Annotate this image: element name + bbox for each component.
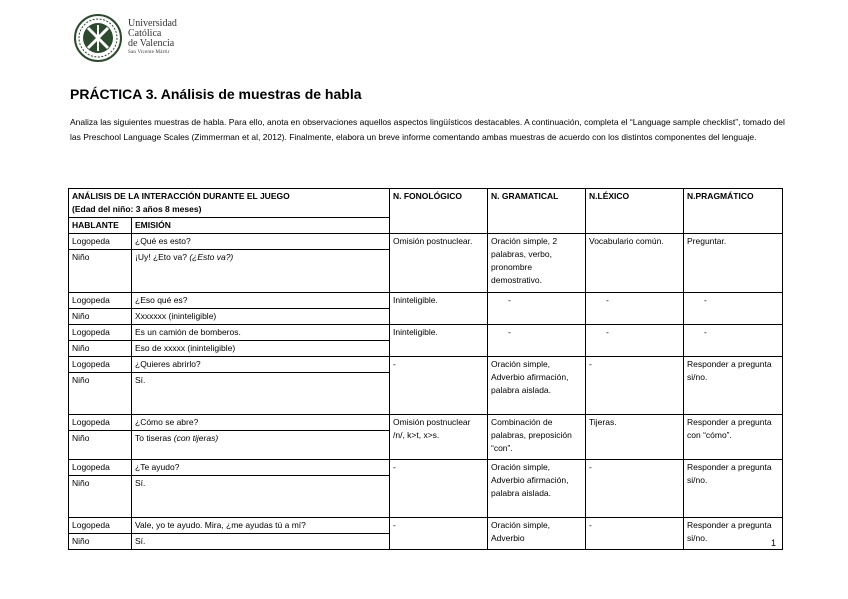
fonologico-cell: - bbox=[390, 518, 488, 550]
section-title: ANÁLISIS DE LA INTERACCIÓN DURANTE EL JUEGO bbox=[72, 191, 290, 201]
header-pragmatico: N.PRAGMÁTICO bbox=[684, 189, 783, 234]
header-fonologico: N. FONOLÓGICO bbox=[390, 189, 488, 234]
speaker-cell: Niño bbox=[69, 373, 132, 415]
university-crest-icon bbox=[73, 13, 123, 63]
logo-subtitle: San Vicente Mártir bbox=[128, 50, 170, 55]
pragmatico-cell: - bbox=[684, 293, 783, 325]
emission-cell bbox=[132, 250, 390, 293]
gramatical-cell: - bbox=[488, 325, 586, 357]
logo-text bbox=[128, 19, 177, 56]
pragmatico-cell: Responder a pregunta si/no. bbox=[684, 460, 783, 518]
gramatical-cell: Combinación de palabras, preposición “con”. bbox=[488, 415, 586, 460]
fonologico-cell: Ininteligible. bbox=[390, 325, 488, 357]
page-title: PRÁCTICA 3. Análisis de muestras de habla bbox=[70, 86, 362, 102]
header-gramatical: N. GRAMATICAL bbox=[488, 189, 586, 234]
header-hablante: HABLANTE bbox=[69, 218, 132, 234]
table-row bbox=[69, 325, 783, 341]
emission-gloss: (con tijeras) bbox=[173, 433, 219, 443]
speaker-cell: Logopeda bbox=[69, 293, 132, 309]
table-row bbox=[69, 518, 783, 534]
section-subtitle: (Edad del niño: 3 años 8 meses) bbox=[72, 204, 202, 214]
speaker-cell: Niño bbox=[69, 431, 132, 460]
emission-cell: Vale, yo te ayudo. Mira, ¿me ayudas tú a mí? bbox=[132, 518, 390, 534]
gramatical-cell: Oración simple, 2 palabras, verbo, pronombre demostrativo. bbox=[488, 234, 586, 293]
emission-text: To tiseras bbox=[135, 433, 174, 443]
university-logo bbox=[73, 13, 203, 63]
emission-cell: Es un camión de bomberos. bbox=[132, 325, 390, 341]
emission-cell: ¿Eso qué es? bbox=[132, 293, 390, 309]
lexico-cell: - bbox=[586, 325, 684, 357]
table-row bbox=[69, 460, 783, 476]
lexico-cell: Vocabulario común. bbox=[586, 234, 684, 293]
fonologico-cell: Omisión postnuclear. bbox=[390, 234, 488, 293]
section-header-cell bbox=[69, 189, 390, 218]
emission-cell: Sí. bbox=[132, 373, 390, 415]
fonologico-cell: Ininteligible. bbox=[390, 293, 488, 325]
speaker-cell: Niño bbox=[69, 341, 132, 357]
table-row bbox=[69, 293, 783, 309]
gramatical-cell: Oración simple, Adverbio afirmación, palabra aislada. bbox=[488, 460, 586, 518]
speaker-cell: Niño bbox=[69, 309, 132, 325]
speaker-cell: Logopeda bbox=[69, 357, 132, 373]
analysis-table bbox=[68, 188, 783, 550]
emission-cell: ¿Qué es esto? bbox=[132, 234, 390, 250]
gramatical-cell: Oración simple, Adverbio bbox=[488, 518, 586, 550]
fonologico-cell: - bbox=[390, 460, 488, 518]
emission-cell: Xxxxxxx (ininteligible) bbox=[132, 309, 390, 325]
emission-cell: ¿Cómo se abre? bbox=[132, 415, 390, 431]
pragmatico-cell: - bbox=[684, 325, 783, 357]
speaker-cell: Logopeda bbox=[69, 460, 132, 476]
header-lexico: N.LÉXICO bbox=[586, 189, 684, 234]
logo-line-2: Católica bbox=[128, 28, 162, 39]
pragmatico-cell: Responder a pregunta si/no. bbox=[684, 357, 783, 415]
lexico-cell: - bbox=[586, 460, 684, 518]
lexico-cell: Tijeras. bbox=[586, 415, 684, 460]
emission-cell: ¿Quieres abrirlo? bbox=[132, 357, 390, 373]
table-row bbox=[69, 357, 783, 373]
table-row bbox=[69, 234, 783, 250]
fonologico-cell: - bbox=[390, 357, 488, 415]
emission-cell: Sí. bbox=[132, 534, 390, 550]
speaker-cell: Logopeda bbox=[69, 325, 132, 341]
speaker-cell: Logopeda bbox=[69, 234, 132, 250]
emission-cell: Eso de xxxxx (ininteligible) bbox=[132, 341, 390, 357]
page-number: 1 bbox=[771, 538, 777, 548]
gramatical-cell: - bbox=[488, 293, 586, 325]
gramatical-cell: Oración simple, Adverbio afirmación, palabra aislada. bbox=[488, 357, 586, 415]
intro-paragraph: Analiza las siguientes muestras de habla. Para ello, anota en observaciones aquellos aspectos lingüísticos destacables. A continuación, completa el “Language sample checklist”, tomado del las Preschool Language Scales (Zimmerman et al, 2012). Finalmente, elabora un breve informe comentando ambas muestras de acuerdo con los distintos componentes del lenguaje. bbox=[70, 117, 785, 142]
emission-cell: Sí. bbox=[132, 476, 390, 518]
table-row bbox=[69, 415, 783, 431]
lexico-cell: - bbox=[586, 357, 684, 415]
header-emision: EMISIÓN bbox=[132, 218, 390, 234]
speaker-cell: Niño bbox=[69, 534, 132, 550]
speaker-cell: Niño bbox=[69, 476, 132, 518]
logo-line-1: Universidad bbox=[128, 18, 177, 29]
speaker-cell: Logopeda bbox=[69, 415, 132, 431]
speaker-cell: Logopeda bbox=[69, 518, 132, 534]
table-header-row bbox=[69, 189, 783, 218]
speaker-cell: Niño bbox=[69, 250, 132, 293]
pragmatico-cell: Preguntar. bbox=[684, 234, 783, 293]
fonologico-cell: Omisión postnuclear /n/, k>t, x>s. bbox=[390, 415, 488, 460]
pragmatico-cell: Responder a pregunta si/no. bbox=[684, 518, 783, 550]
logo-line-3: de Valencia bbox=[128, 38, 175, 49]
lexico-cell: - bbox=[586, 518, 684, 550]
emission-cell bbox=[132, 431, 390, 460]
pragmatico-cell: Responder a pregunta con “cómo”. bbox=[684, 415, 783, 460]
emission-gloss: (¿Esto va?) bbox=[189, 252, 234, 262]
emission-text: ¡Uy! ¿Eto va? bbox=[135, 252, 190, 262]
lexico-cell: - bbox=[586, 293, 684, 325]
emission-cell: ¿Te ayudo? bbox=[132, 460, 390, 476]
